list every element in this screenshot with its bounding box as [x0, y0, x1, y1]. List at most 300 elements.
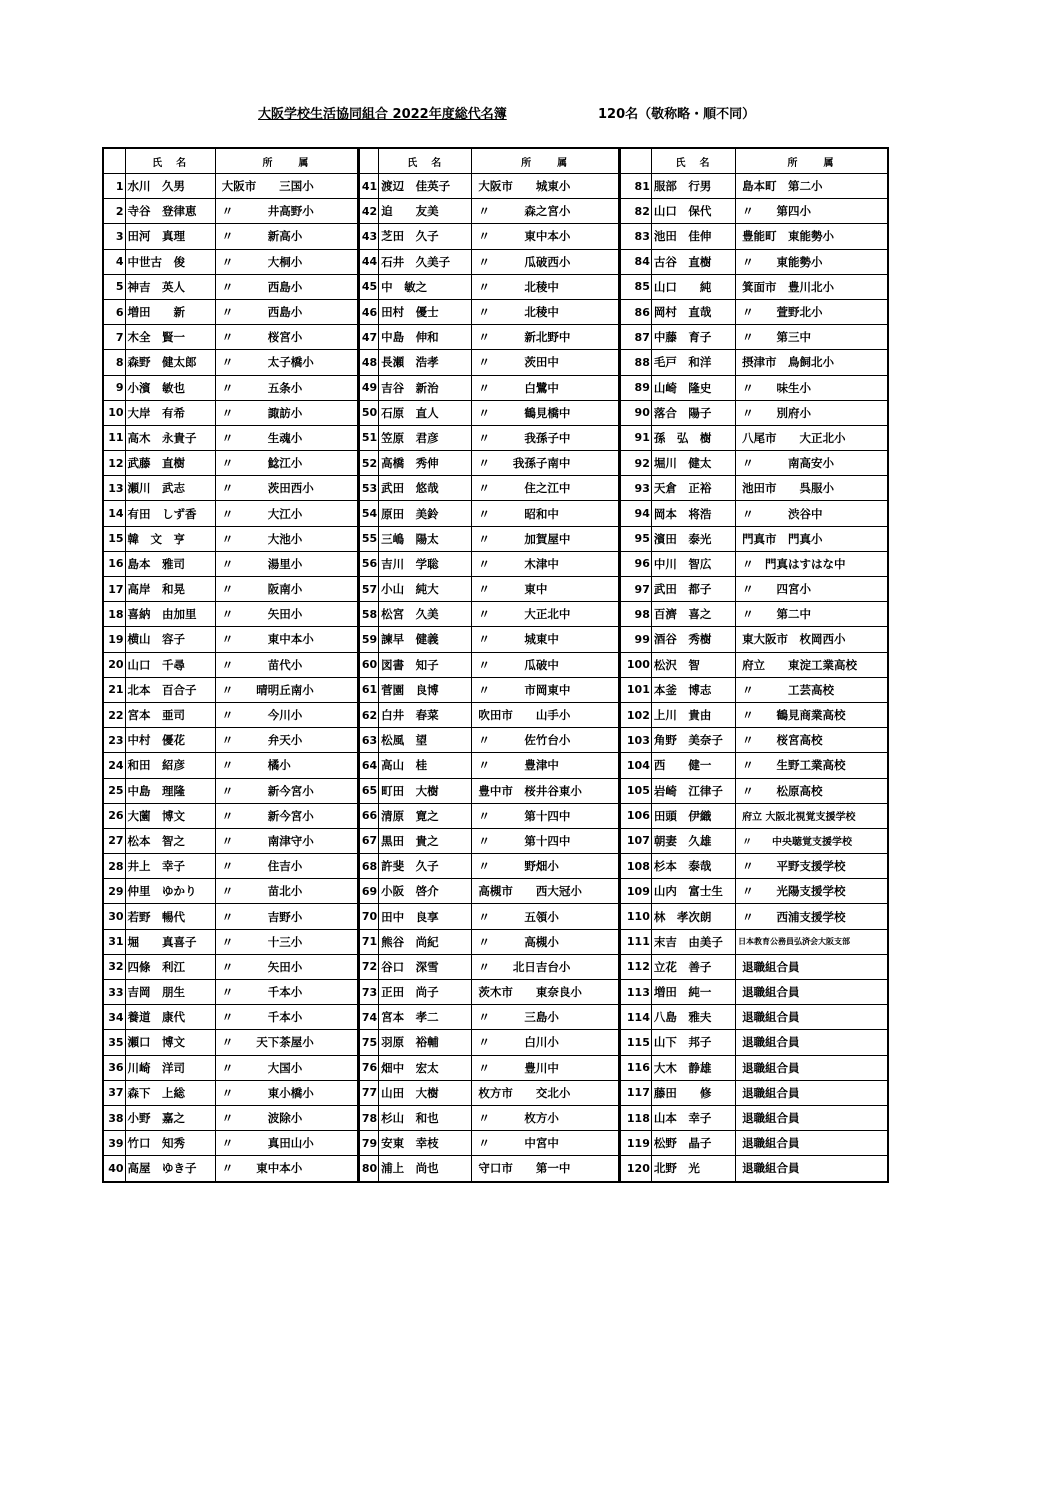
delegate-affiliation: 〃 鶴見橋中 — [472, 400, 619, 425]
delegate-affiliation: 〃 大国小 — [215, 1055, 358, 1080]
delegate-name: 中世古 俊 — [125, 249, 215, 274]
delegate-affiliation: 〃 第四小 — [736, 199, 888, 224]
table-row — [103, 551, 888, 576]
delegate-name: 正田 尚子 — [379, 980, 472, 1005]
delegate-affiliation: 〃 松原高校 — [736, 778, 888, 803]
header-name: 氏 名 — [379, 148, 472, 174]
delegate-name: 高山 桂 — [379, 753, 472, 778]
entry-number: 102 — [619, 702, 651, 727]
delegate-affiliation: 〃 木津中 — [472, 551, 619, 576]
entry-number: 80 — [359, 1156, 379, 1182]
entry-number: 120 — [619, 1156, 651, 1182]
delegate-name: 石井 久美子 — [379, 249, 472, 274]
header-name: 氏 名 — [125, 148, 215, 174]
delegate-affiliation: 〃 東小橋小 — [215, 1080, 358, 1105]
entry-number: 75 — [359, 1030, 379, 1055]
delegate-affiliation: 〃 鯰江小 — [215, 451, 358, 476]
table-row — [103, 451, 888, 476]
delegate-name: 菅園 良博 — [379, 677, 472, 702]
table-row — [103, 299, 888, 324]
table-row — [103, 778, 888, 803]
entry-number: 54 — [359, 501, 379, 526]
delegate-affiliation: 〃 五条小 — [215, 375, 358, 400]
delegate-name: 大木 静雄 — [651, 1055, 735, 1080]
table-row — [103, 526, 888, 551]
entry-number: 117 — [619, 1080, 651, 1105]
delegate-name: 宮本 亜司 — [125, 702, 215, 727]
entry-number: 77 — [359, 1080, 379, 1105]
entry-number: 51 — [359, 425, 379, 450]
delegate-name: 山田 大樹 — [379, 1080, 472, 1105]
delegate-name: 孫 弘 樹 — [651, 425, 735, 450]
delegate-affiliation: 〃 西島小 — [215, 274, 358, 299]
table-row — [103, 1055, 888, 1080]
delegate-name: 松風 望 — [379, 728, 472, 753]
table-row — [103, 980, 888, 1005]
entry-number: 2 — [103, 199, 125, 224]
entry-number: 56 — [359, 551, 379, 576]
table-row — [103, 1131, 888, 1156]
entry-number: 65 — [359, 778, 379, 803]
delegate-affiliation: 〃 南津守小 — [215, 828, 358, 853]
delegate-name: 田中 良享 — [379, 904, 472, 929]
delegate-name: 末吉 由美子 — [651, 929, 735, 954]
delegate-affiliation: 〃 別府小 — [736, 400, 888, 425]
delegate-affiliation: 〃 矢田小 — [215, 954, 358, 979]
table-row — [103, 803, 888, 828]
table-row — [103, 174, 888, 199]
delegate-affiliation: 〃 光陽支援学校 — [736, 879, 888, 904]
delegate-name: 高橋 秀伸 — [379, 451, 472, 476]
entry-number: 107 — [619, 828, 651, 853]
entry-number: 86 — [619, 299, 651, 324]
delegate-name: 吉岡 朋生 — [125, 980, 215, 1005]
delegate-affiliation: 〃 千本小 — [215, 1005, 358, 1030]
table-row — [103, 1005, 888, 1030]
delegate-name: 岡本 将浩 — [651, 501, 735, 526]
delegate-name: 堀川 健太 — [651, 451, 735, 476]
entry-number: 8 — [103, 350, 125, 375]
entry-number: 47 — [359, 325, 379, 350]
entry-number: 40 — [103, 1156, 125, 1182]
delegate-affiliation: 〃 工芸高校 — [736, 677, 888, 702]
delegate-affiliation: 〃 東中本小 — [215, 627, 358, 652]
delegate-affiliation: 〃 高槻小 — [472, 929, 619, 954]
entry-number: 118 — [619, 1105, 651, 1130]
delegate-affiliation: 日本教育公務員弘済会大阪支部 — [736, 929, 888, 954]
delegate-name: 黒田 貴之 — [379, 828, 472, 853]
delegate-name: 小野 嘉之 — [125, 1105, 215, 1130]
table-row — [103, 677, 888, 702]
entry-number: 95 — [619, 526, 651, 551]
table-row — [103, 224, 888, 249]
entry-number: 33 — [103, 980, 125, 1005]
entry-number: 108 — [619, 854, 651, 879]
delegate-name: 松野 晶子 — [651, 1131, 735, 1156]
delegate-affiliation: 大阪市 城東小 — [472, 174, 619, 199]
delegate-name: 武藤 直樹 — [125, 451, 215, 476]
delegate-name: 天倉 正裕 — [651, 476, 735, 501]
entry-number: 17 — [103, 577, 125, 602]
delegate-affiliation: 〃 瓜破中 — [472, 652, 619, 677]
delegate-name: 山崎 隆史 — [651, 375, 735, 400]
entry-number: 115 — [619, 1030, 651, 1055]
delegate-affiliation: 〃 今川小 — [215, 702, 358, 727]
delegate-affiliation: 〃 昭和中 — [472, 501, 619, 526]
entry-number: 15 — [103, 526, 125, 551]
header-name: 氏 名 — [651, 148, 735, 174]
table-row — [103, 954, 888, 979]
delegate-affiliation: 〃 我孫子南中 — [472, 451, 619, 476]
entry-number: 6 — [103, 299, 125, 324]
delegate-name: 喜納 由加里 — [125, 602, 215, 627]
entry-number: 103 — [619, 728, 651, 753]
header-no — [619, 148, 651, 174]
delegate-name: 武田 悠哉 — [379, 476, 472, 501]
table-row — [103, 501, 888, 526]
entry-number: 7 — [103, 325, 125, 350]
entry-number: 52 — [359, 451, 379, 476]
delegate-name: 吉川 学聡 — [379, 551, 472, 576]
entry-number: 110 — [619, 904, 651, 929]
delegate-affiliation: 〃 東中本小 — [472, 224, 619, 249]
delegate-affiliation: 〃 渋谷中 — [736, 501, 888, 526]
delegate-affiliation: 退職組合員 — [736, 1131, 888, 1156]
delegate-name: 古谷 直樹 — [651, 249, 735, 274]
delegate-name: 浦上 尚也 — [379, 1156, 472, 1182]
entry-number: 50 — [359, 400, 379, 425]
table-row — [103, 602, 888, 627]
delegate-name: 角野 美奈子 — [651, 728, 735, 753]
table-row — [103, 854, 888, 879]
entry-number: 92 — [619, 451, 651, 476]
delegate-name: 中 敏之 — [379, 274, 472, 299]
delegate-name: 山下 邦子 — [651, 1030, 735, 1055]
delegate-affiliation: 〃 晴明丘南小 — [215, 677, 358, 702]
entry-number: 104 — [619, 753, 651, 778]
delegate-affiliation: 退職組合員 — [736, 1030, 888, 1055]
entry-number: 116 — [619, 1055, 651, 1080]
entry-number: 113 — [619, 980, 651, 1005]
delegate-affiliation: 〃 波除小 — [215, 1105, 358, 1130]
delegate-name: 八島 雅夫 — [651, 1005, 735, 1030]
delegate-name: 中村 優花 — [125, 728, 215, 753]
delegate-name: 増田 純一 — [651, 980, 735, 1005]
entry-number: 97 — [619, 577, 651, 602]
table-row — [103, 627, 888, 652]
delegate-name: 山口 純 — [651, 274, 735, 299]
entry-number: 55 — [359, 526, 379, 551]
entry-number: 22 — [103, 702, 125, 727]
delegate-affiliation: 〃 西島小 — [215, 299, 358, 324]
delegate-affiliation: 〃 大正北中 — [472, 602, 619, 627]
entry-number: 61 — [359, 677, 379, 702]
delegate-name: 有田 しず香 — [125, 501, 215, 526]
delegate-affiliation: 〃 北日吉台小 — [472, 954, 619, 979]
delegate-name: 朝妻 久雄 — [651, 828, 735, 853]
entry-number: 4 — [103, 249, 125, 274]
delegate-name: 松本 智之 — [125, 828, 215, 853]
delegate-affiliation: 〃 東能勢小 — [736, 249, 888, 274]
delegate-affiliation: 茨木市 東奈良小 — [472, 980, 619, 1005]
delegate-name: 杉山 和也 — [379, 1105, 472, 1130]
entry-number: 37 — [103, 1080, 125, 1105]
delegate-name: 芝田 久子 — [379, 224, 472, 249]
entry-number: 30 — [103, 904, 125, 929]
entry-number: 70 — [359, 904, 379, 929]
delegate-affiliation: 〃 苗代小 — [215, 652, 358, 677]
delegate-name: 横山 容子 — [125, 627, 215, 652]
delegate-affiliation: 〃 枚方小 — [472, 1105, 619, 1130]
table-header-row — [103, 148, 888, 174]
header-affiliation: 所 属 — [472, 148, 619, 174]
delegate-name: 原田 美鈴 — [379, 501, 472, 526]
entry-number: 105 — [619, 778, 651, 803]
entry-number: 98 — [619, 602, 651, 627]
delegate-name: 渡辺 佳英子 — [379, 174, 472, 199]
delegate-affiliation: 府立 東淀工業高校 — [736, 652, 888, 677]
delegate-name: 和田 紹彦 — [125, 753, 215, 778]
entry-number: 36 — [103, 1055, 125, 1080]
delegate-affiliation: 〃 第十四中 — [472, 803, 619, 828]
delegate-affiliation: 〃 市岡東中 — [472, 677, 619, 702]
entry-number: 18 — [103, 602, 125, 627]
delegate-name: 山口 保代 — [651, 199, 735, 224]
delegate-name: 西 健一 — [651, 753, 735, 778]
delegate-name: 本釜 博志 — [651, 677, 735, 702]
entry-number: 96 — [619, 551, 651, 576]
delegate-name: 羽原 裕輔 — [379, 1030, 472, 1055]
delegate-name: 田河 真理 — [125, 224, 215, 249]
delegate-name: 山口 千尋 — [125, 652, 215, 677]
delegate-affiliation: 〃 東中 — [472, 577, 619, 602]
delegate-affiliation: 〃 井高野小 — [215, 199, 358, 224]
delegate-affiliation: 〃 四宮小 — [736, 577, 888, 602]
entry-number: 53 — [359, 476, 379, 501]
delegate-name: 中川 智広 — [651, 551, 735, 576]
delegate-affiliation: 退職組合員 — [736, 954, 888, 979]
table-row — [103, 702, 888, 727]
entry-number: 26 — [103, 803, 125, 828]
delegate-affiliation: 退職組合員 — [736, 980, 888, 1005]
document-title: 大阪学校生活協同組合 2022年度総代名簿 — [258, 107, 507, 122]
table-row — [103, 375, 888, 400]
delegate-affiliation: 〃 新今宮小 — [215, 778, 358, 803]
delegate-affiliation: 〃 門真はすはな中 — [736, 551, 888, 576]
delegate-name: 韓 文 亨 — [125, 526, 215, 551]
delegate-name: 井上 幸子 — [125, 854, 215, 879]
delegate-affiliation: 〃 中宮中 — [472, 1131, 619, 1156]
entry-number: 16 — [103, 551, 125, 576]
delegate-affiliation: 八尾市 大正北小 — [736, 425, 888, 450]
delegate-name: 瀬口 博文 — [125, 1030, 215, 1055]
delegate-affiliation: 摂津市 鳥飼北小 — [736, 350, 888, 375]
delegate-affiliation: 〃 生野工業高校 — [736, 753, 888, 778]
delegate-name: 水川 久男 — [125, 174, 215, 199]
delegate-name: 宮本 孝二 — [379, 1005, 472, 1030]
delegate-name: 若野 暢代 — [125, 904, 215, 929]
entry-number: 94 — [619, 501, 651, 526]
delegate-affiliation: 〃 第三中 — [736, 325, 888, 350]
entry-number: 64 — [359, 753, 379, 778]
delegate-name: 服部 行男 — [651, 174, 735, 199]
entry-number: 25 — [103, 778, 125, 803]
table-row — [103, 652, 888, 677]
delegate-name: 長瀬 浩孝 — [379, 350, 472, 375]
delegate-name: 高木 永貴子 — [125, 425, 215, 450]
delegate-affiliation: 〃 住吉小 — [215, 854, 358, 879]
entry-number: 14 — [103, 501, 125, 526]
entry-number: 112 — [619, 954, 651, 979]
delegate-affiliation: 〃 第十四中 — [472, 828, 619, 853]
entry-number: 44 — [359, 249, 379, 274]
entry-number: 83 — [619, 224, 651, 249]
delegate-affiliation: 退職組合員 — [736, 1105, 888, 1130]
delegate-name: 諫早 健義 — [379, 627, 472, 652]
delegate-name: 養道 康代 — [125, 1005, 215, 1030]
entry-number: 10 — [103, 400, 125, 425]
delegate-affiliation: 〃 千本小 — [215, 980, 358, 1005]
entry-number: 66 — [359, 803, 379, 828]
delegate-affiliation: 〃 茨田西小 — [215, 476, 358, 501]
entry-number: 78 — [359, 1105, 379, 1130]
entry-number: 72 — [359, 954, 379, 979]
table-body — [103, 174, 888, 1182]
delegate-affiliation: 〃 第二中 — [736, 602, 888, 627]
delegate-affiliation: 〃 橘小 — [215, 753, 358, 778]
header-affiliation: 所 属 — [736, 148, 888, 174]
entry-number: 82 — [619, 199, 651, 224]
delegate-name: 毛戸 和洋 — [651, 350, 735, 375]
entry-number: 34 — [103, 1005, 125, 1030]
delegate-affiliation: 〃 桜宮高校 — [736, 728, 888, 753]
delegate-name: 大岸 有希 — [125, 400, 215, 425]
delegate-affiliation: 〃 諏訪小 — [215, 400, 358, 425]
entry-number: 32 — [103, 954, 125, 979]
delegate-name: 北野 光 — [651, 1156, 735, 1182]
delegate-name: 仲里 ゆかり — [125, 879, 215, 904]
entry-number: 89 — [619, 375, 651, 400]
delegate-name: 熊谷 尚紀 — [379, 929, 472, 954]
entry-number: 31 — [103, 929, 125, 954]
delegate-name: 北本 百合子 — [125, 677, 215, 702]
delegate-affiliation: 退職組合員 — [736, 1055, 888, 1080]
entry-number: 27 — [103, 828, 125, 853]
table-row — [103, 828, 888, 853]
delegate-affiliation: 〃 茨田中 — [472, 350, 619, 375]
entry-number: 43 — [359, 224, 379, 249]
entry-number: 101 — [619, 677, 651, 702]
delegate-affiliation: 〃 白鷺中 — [472, 375, 619, 400]
delegate-affiliation: 〃 三島小 — [472, 1005, 619, 1030]
delegate-affiliation: 〃 真田山小 — [215, 1131, 358, 1156]
delegate-name: 上川 貴由 — [651, 702, 735, 727]
delegate-affiliation: 守口市 第一中 — [472, 1156, 619, 1182]
table-row — [103, 274, 888, 299]
delegate-name: 藤田 修 — [651, 1080, 735, 1105]
delegate-name: 百濟 喜之 — [651, 602, 735, 627]
delegate-name: 山本 幸子 — [651, 1105, 735, 1130]
table-row — [103, 1030, 888, 1055]
entry-number: 88 — [619, 350, 651, 375]
delegate-name: 畑中 宏太 — [379, 1055, 472, 1080]
delegate-affiliation: 府立 大阪北視覚支援学校 — [736, 803, 888, 828]
delegate-name: 四條 利江 — [125, 954, 215, 979]
entry-number: 28 — [103, 854, 125, 879]
header-no — [359, 148, 379, 174]
entry-number: 49 — [359, 375, 379, 400]
entry-number: 57 — [359, 577, 379, 602]
entry-number: 76 — [359, 1055, 379, 1080]
table-row — [103, 728, 888, 753]
header-no — [103, 148, 125, 174]
entry-number: 87 — [619, 325, 651, 350]
delegate-affiliation: 高槻市 西大冠小 — [472, 879, 619, 904]
entry-number: 46 — [359, 299, 379, 324]
entry-number: 60 — [359, 652, 379, 677]
entry-number: 59 — [359, 627, 379, 652]
delegate-affiliation: 〃 新今宮小 — [215, 803, 358, 828]
entry-number: 42 — [359, 199, 379, 224]
entry-number: 91 — [619, 425, 651, 450]
entry-number: 5 — [103, 274, 125, 299]
delegate-name: 杉本 泰哉 — [651, 854, 735, 879]
delegate-name: 小山 純大 — [379, 577, 472, 602]
entry-number: 81 — [619, 174, 651, 199]
delegate-affiliation: 〃 天下茶屋小 — [215, 1030, 358, 1055]
delegate-affiliation: 〃 佐竹台小 — [472, 728, 619, 753]
delegate-name: 増田 新 — [125, 299, 215, 324]
entry-number: 48 — [359, 350, 379, 375]
table-row — [103, 577, 888, 602]
delegate-name: 中島 伸和 — [379, 325, 472, 350]
table-row — [103, 199, 888, 224]
delegate-affiliation: 〃 野畑小 — [472, 854, 619, 879]
entry-number: 71 — [359, 929, 379, 954]
delegate-affiliation: 〃 白川小 — [472, 1030, 619, 1055]
delegate-name: 小阪 啓介 — [379, 879, 472, 904]
delegate-name: 瀬川 武志 — [125, 476, 215, 501]
delegate-affiliation: 〃 平野支援学校 — [736, 854, 888, 879]
delegate-affiliation: 〃 加賀屋中 — [472, 526, 619, 551]
entry-number: 23 — [103, 728, 125, 753]
delegate-name: 石原 直人 — [379, 400, 472, 425]
delegate-affiliation: 〃 北稜中 — [472, 274, 619, 299]
entry-number: 29 — [103, 879, 125, 904]
delegate-name: 立花 善子 — [651, 954, 735, 979]
delegate-name: 吉谷 新治 — [379, 375, 472, 400]
entry-number: 100 — [619, 652, 651, 677]
delegate-affiliation: 〃 萱野北小 — [736, 299, 888, 324]
delegate-affiliation: 池田市 呉服小 — [736, 476, 888, 501]
entry-number: 11 — [103, 425, 125, 450]
entry-number: 90 — [619, 400, 651, 425]
entry-number: 13 — [103, 476, 125, 501]
delegate-name: 小濱 敏也 — [125, 375, 215, 400]
entry-number: 93 — [619, 476, 651, 501]
entry-number: 3 — [103, 224, 125, 249]
delegate-affiliation: 〃 新北野中 — [472, 325, 619, 350]
entry-number: 73 — [359, 980, 379, 1005]
entry-number: 62 — [359, 702, 379, 727]
delegate-affiliation: 〃 味生小 — [736, 375, 888, 400]
table-row — [103, 400, 888, 425]
delegate-affiliation: 〃 弁天小 — [215, 728, 358, 753]
delegate-affiliation: 〃 五領小 — [472, 904, 619, 929]
delegate-name: 山内 富士生 — [651, 879, 735, 904]
delegate-name: 竹口 知秀 — [125, 1131, 215, 1156]
delegate-name: 岩崎 江律子 — [651, 778, 735, 803]
